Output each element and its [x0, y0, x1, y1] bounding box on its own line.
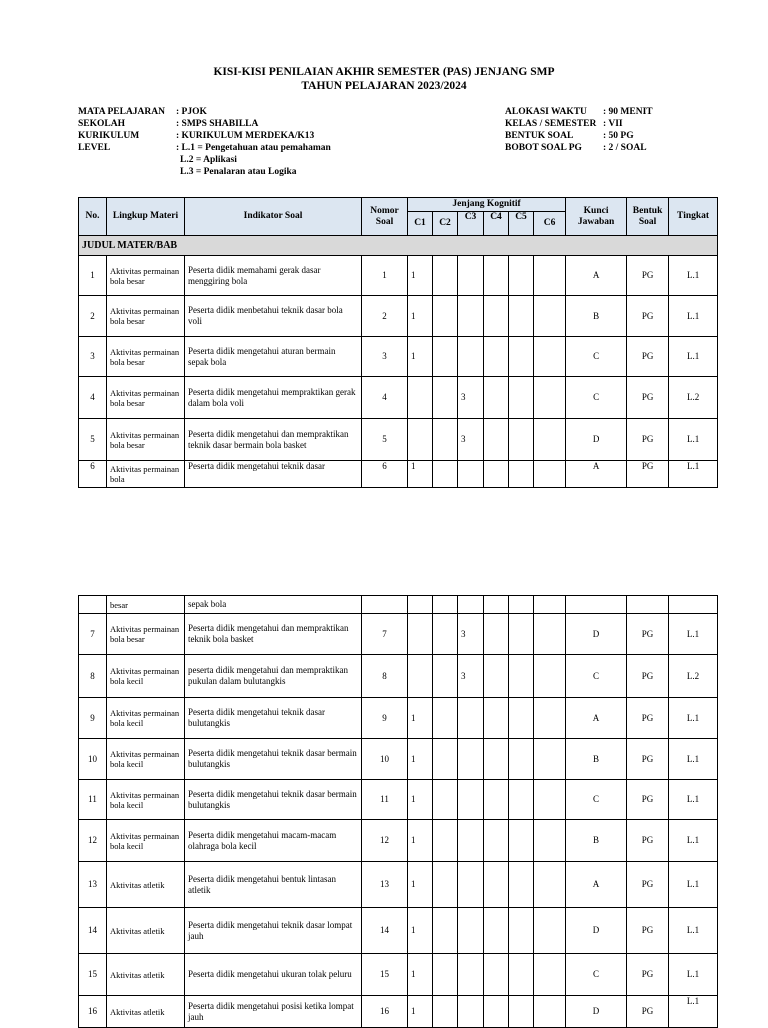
meta-value: : KURIKULUM MERDEKA/K13 [176, 131, 315, 141]
cell-bentuk [627, 596, 669, 614]
cell-lingkup: Aktivitas permainan bola besar [107, 377, 185, 419]
cell-c2 [433, 337, 458, 377]
cell-lingkup: Aktivitas permainan bola [107, 461, 185, 488]
cell-bentuk: PG [627, 337, 669, 377]
cell-no: 11 [79, 780, 107, 820]
cell-lingkup: Aktivitas permainan bola kecil [107, 780, 185, 820]
cell-tingkat: L.2 [669, 655, 718, 698]
cell-kunci: B [566, 739, 627, 780]
cell-bentuk: PG [627, 461, 669, 488]
header-jenjang-kognitif: Jenjang Kognitif [408, 198, 566, 212]
cell-indikator: peserta didik mengetahui dan mempraktikan pukulan dalam bulutangkis [185, 655, 362, 698]
cell-c6 [534, 256, 566, 296]
cell-c5 [509, 596, 534, 614]
cell-c3 [458, 461, 484, 488]
cell-c5 [509, 820, 534, 862]
cell-c4 [484, 996, 509, 1028]
meta-label: MATA PELAJARAN [78, 107, 165, 117]
level-l2: L.2 = Aplikasi [180, 155, 237, 165]
cell-bentuk: PG [627, 256, 669, 296]
cell-c3 [458, 862, 484, 908]
cell-c5 [509, 296, 534, 337]
cell-tingkat: L.1 [669, 256, 718, 296]
cell-c6 [534, 655, 566, 698]
kisi-kisi-table-page1 [78, 197, 718, 488]
meta-value: : 50 PG [603, 131, 634, 141]
cell-lingkup: Aktivitas permainan bola kecil [107, 739, 185, 780]
cell-no: 8 [79, 655, 107, 698]
cell-c6 [534, 954, 566, 996]
table-row [79, 698, 718, 739]
cell-nomor: 13 [362, 862, 408, 908]
cell-tingkat: L.1 [669, 996, 718, 1028]
cell-lingkup: Aktivitas permainan bola besar [107, 256, 185, 296]
cell-c5 [509, 419, 534, 461]
cell-c6 [534, 296, 566, 337]
cell-c4 [484, 419, 509, 461]
cell-kunci: D [566, 614, 627, 655]
meta-kelas-semester [505, 118, 623, 130]
cell-no: 14 [79, 908, 107, 954]
header-c1: C1 [408, 212, 433, 236]
cell-c3: 3 [458, 614, 484, 655]
cell-c4 [484, 377, 509, 419]
cell-lingkup: Aktivitas permainan bola besar [107, 614, 185, 655]
cell-indikator: Peserta didik menbetahui teknik dasar bola voli [185, 296, 362, 337]
cell-indikator: Peserta didik mengetahui posisi ketika lompat jauh [185, 996, 362, 1028]
cell-kunci: B [566, 296, 627, 337]
cell-c1 [408, 377, 433, 419]
cell-c2 [433, 614, 458, 655]
cell-indikator: Peserta didik memahami gerak dasar menggiring bola [185, 256, 362, 296]
cell-c4 [484, 596, 509, 614]
cell-no: 4 [79, 377, 107, 419]
cell-c5 [509, 739, 534, 780]
cell-c1: 1 [408, 908, 433, 954]
cell-nomor: 8 [362, 655, 408, 698]
cell-c4 [484, 698, 509, 739]
cell-no: 3 [79, 337, 107, 377]
cell-c2 [433, 780, 458, 820]
cell-indikator: Peserta didik mengetahui teknik dasar [185, 461, 362, 488]
cell-tingkat: L.1 [669, 780, 718, 820]
cell-c2 [433, 820, 458, 862]
cell-c3 [458, 256, 484, 296]
meta-label: KURIKULUM [78, 131, 140, 141]
meta-bentuk-soal [505, 130, 634, 142]
cell-c4 [484, 655, 509, 698]
meta-mata-pelajaran [78, 106, 207, 118]
cell-nomor: 9 [362, 698, 408, 739]
table-row [79, 820, 718, 862]
cell-c1 [408, 655, 433, 698]
cell-c5 [509, 377, 534, 419]
cell-c4 [484, 296, 509, 337]
cell-no: 13 [79, 862, 107, 908]
header-c3: C3 [458, 212, 484, 236]
cell-c3 [458, 296, 484, 337]
meta-label: BOBOT SOAL PG [505, 143, 582, 153]
cell-c3 [458, 337, 484, 377]
header-no: No. [79, 198, 107, 236]
cell-c2 [433, 377, 458, 419]
cell-c4 [484, 820, 509, 862]
cell-c2 [433, 908, 458, 954]
cell-c2 [433, 296, 458, 337]
cell-kunci: D [566, 908, 627, 954]
meta-sekolah [78, 118, 258, 130]
cell-indikator: Peserta didik mengetahui dan mempraktikan teknik dasar bermain bola basket [185, 419, 362, 461]
cell-c3 [458, 820, 484, 862]
cell-c1: 1 [408, 862, 433, 908]
table-row [79, 996, 718, 1028]
cell-nomor: 14 [362, 908, 408, 954]
cell-c3 [458, 996, 484, 1028]
cell-c1: 1 [408, 820, 433, 862]
cell-lingkup: Aktivitas permainan bola besar [107, 419, 185, 461]
cell-tingkat: L.1 [669, 862, 718, 908]
cell-c2 [433, 954, 458, 996]
cell-nomor: 15 [362, 954, 408, 996]
cell-c4 [484, 954, 509, 996]
cell-nomor: 4 [362, 377, 408, 419]
cell-indikator: Peserta didik mengetahui dan mempraktikan teknik bola basket [185, 614, 362, 655]
cell-c4 [484, 256, 509, 296]
cell-c1: 1 [408, 698, 433, 739]
table-row [79, 739, 718, 780]
meta-value: : SMPS SHABILLA [176, 119, 259, 129]
cell-c5 [509, 256, 534, 296]
cell-tingkat: L.2 [669, 377, 718, 419]
cell-kunci: A [566, 862, 627, 908]
cell-tingkat: L.1 [669, 337, 718, 377]
cell-kunci: D [566, 419, 627, 461]
cell-kunci [566, 596, 627, 614]
cell-c4 [484, 461, 509, 488]
table-row [79, 419, 718, 461]
level-l3: L.3 = Penalaran atau Logika [180, 167, 297, 177]
header-lingkup-materi: Lingkup Materi [107, 198, 185, 236]
cell-no: 12 [79, 820, 107, 862]
cell-bentuk: PG [627, 296, 669, 337]
cell-c4 [484, 780, 509, 820]
cell-indikator: Peserta didik mengetahui teknik dasar bermain bulutangkis [185, 739, 362, 780]
cell-no: 10 [79, 739, 107, 780]
cell-nomor: 3 [362, 337, 408, 377]
meta-alokasi-waktu [505, 106, 653, 118]
cell-bentuk: PG [627, 908, 669, 954]
cell-c3 [458, 908, 484, 954]
cell-bentuk: PG [627, 614, 669, 655]
cell-c4 [484, 739, 509, 780]
cell-c5 [509, 780, 534, 820]
cell-lingkup: besar [107, 596, 185, 614]
header-c5: C5 [509, 212, 534, 236]
cell-tingkat: L.1 [669, 954, 718, 996]
cell-c3 [458, 780, 484, 820]
cell-tingkat: L.1 [669, 698, 718, 739]
cell-c6 [534, 614, 566, 655]
cell-bentuk: PG [627, 780, 669, 820]
cell-bentuk: PG [627, 862, 669, 908]
cell-c6 [534, 698, 566, 739]
table-row [79, 296, 718, 337]
cell-c1: 1 [408, 954, 433, 996]
cell-kunci: C [566, 655, 627, 698]
cell-nomor: 10 [362, 739, 408, 780]
table-row [79, 780, 718, 820]
cell-c1 [408, 596, 433, 614]
header-kunci-jawaban: Kunci Jawaban [566, 198, 627, 236]
cell-c6 [534, 419, 566, 461]
cell-lingkup: Aktivitas atletik [107, 996, 185, 1028]
cell-c5 [509, 908, 534, 954]
cell-lingkup: Aktivitas permainan bola kecil [107, 820, 185, 862]
cell-c5 [509, 698, 534, 739]
cell-c6 [534, 780, 566, 820]
meta-label: SEKOLAH [78, 119, 125, 129]
cell-c5 [509, 655, 534, 698]
cell-c1: 1 [408, 296, 433, 337]
cell-c5 [509, 954, 534, 996]
cell-c3 [458, 698, 484, 739]
table-row [79, 908, 718, 954]
table-row [79, 256, 718, 296]
cell-lingkup: Aktivitas atletik [107, 908, 185, 954]
cell-no: 1 [79, 256, 107, 296]
cell-bentuk: PG [627, 377, 669, 419]
cell-no: 6 [79, 461, 107, 488]
cell-tingkat: L.1 [669, 908, 718, 954]
cell-c6 [534, 996, 566, 1028]
cell-indikator: Peserta didik mengetahui teknik dasar bulutangkis [185, 698, 362, 739]
cell-bentuk: PG [627, 698, 669, 739]
cell-bentuk: PG [627, 655, 669, 698]
cell-c2 [433, 655, 458, 698]
cell-no: 15 [79, 954, 107, 996]
header-nomor-soal: Nomor Soal [362, 198, 408, 236]
cell-nomor: 5 [362, 419, 408, 461]
cell-c2 [433, 461, 458, 488]
meta-value: : 90 MENIT [603, 107, 653, 117]
cell-no: 9 [79, 698, 107, 739]
cell-lingkup: Aktivitas permainan bola kecil [107, 698, 185, 739]
cell-c4 [484, 908, 509, 954]
cell-c5 [509, 461, 534, 488]
cell-c2 [433, 256, 458, 296]
cell-c4 [484, 337, 509, 377]
cell-c6 [534, 739, 566, 780]
cell-tingkat: L.1 [669, 296, 718, 337]
cell-bentuk: PG [627, 820, 669, 862]
header-indikator-soal: Indikator Soal [185, 198, 362, 236]
kisi-kisi-table-page2 [78, 595, 718, 1028]
cell-c2 [433, 596, 458, 614]
cell-c2 [433, 996, 458, 1028]
cell-bentuk: PG [627, 954, 669, 996]
chapter-title: JUDUL MATER/BAB [79, 236, 718, 256]
cell-c6 [534, 337, 566, 377]
cell-c1 [408, 419, 433, 461]
table-row [79, 614, 718, 655]
cell-bentuk: PG [627, 419, 669, 461]
cell-c6 [534, 377, 566, 419]
cell-tingkat: L.1 [669, 739, 718, 780]
cell-kunci: D [566, 996, 627, 1028]
table-row [79, 655, 718, 698]
meta-value: : PJOK [176, 107, 207, 117]
meta-label: LEVEL [78, 143, 111, 153]
table-row [79, 337, 718, 377]
table-row [79, 954, 718, 996]
cell-lingkup: Aktivitas permainan bola besar [107, 337, 185, 377]
cell-tingkat: L.1 [669, 614, 718, 655]
cell-no: 2 [79, 296, 107, 337]
cell-lingkup: Aktivitas permainan bola kecil [107, 655, 185, 698]
cell-c3: 3 [458, 419, 484, 461]
cell-nomor: 2 [362, 296, 408, 337]
cell-kunci: A [566, 256, 627, 296]
cell-c3 [458, 954, 484, 996]
cell-indikator: Peserta didik mengetahui teknik dasar lompat jauh [185, 908, 362, 954]
cell-c3 [458, 596, 484, 614]
meta-level [78, 142, 331, 154]
cell-no: 7 [79, 614, 107, 655]
document-title: KISI-KISI PENILAIAN AKHIR SEMESTER (PAS) JENJANG SMP [213, 66, 555, 78]
cell-c4 [484, 862, 509, 908]
header-c4: C4 [484, 212, 509, 236]
cell-indikator: Peserta didik mengetahui macam-macam olahraga bola kecil [185, 820, 362, 862]
cell-c6 [534, 596, 566, 614]
cell-c2 [433, 862, 458, 908]
meta-kurikulum [78, 130, 314, 142]
table-row [79, 461, 718, 488]
cell-c5 [509, 862, 534, 908]
cell-kunci: A [566, 461, 627, 488]
cell-kunci: C [566, 337, 627, 377]
meta-bobot-soal [505, 142, 647, 154]
cell-c6 [534, 461, 566, 488]
cell-no: 16 [79, 996, 107, 1028]
meta-value: : 2 / SOAL [603, 143, 647, 153]
cell-kunci: C [566, 377, 627, 419]
meta-label: ALOKASI WAKTU [505, 107, 587, 117]
meta-value: : L.1 = Pengetahuan atau pemahaman [176, 143, 331, 153]
cell-nomor: 6 [362, 461, 408, 488]
cell-c3 [458, 739, 484, 780]
cell-c2 [433, 419, 458, 461]
meta-label: KELAS / SEMESTER [505, 119, 597, 129]
cell-c1: 1 [408, 780, 433, 820]
cell-c1: 1 [408, 337, 433, 377]
cell-lingkup: Aktivitas atletik [107, 862, 185, 908]
cell-c2 [433, 739, 458, 780]
document-subtitle: TAHUN PELAJARAN 2023/2024 [301, 80, 467, 92]
cell-lingkup: Aktivitas atletik [107, 954, 185, 996]
cell-kunci: C [566, 954, 627, 996]
cell-tingkat: L.1 [669, 820, 718, 862]
cell-kunci: C [566, 780, 627, 820]
cell-c1: 1 [408, 996, 433, 1028]
cell-indikator: Peserta didik mengetahui mempraktikan gerak dalam bola voli [185, 377, 362, 419]
cell-lingkup: Aktivitas permainan bola besar [107, 296, 185, 337]
cell-nomor: 12 [362, 820, 408, 862]
table-row [79, 862, 718, 908]
cell-c4 [484, 614, 509, 655]
header-c2: C2 [433, 212, 458, 236]
cell-c2 [433, 698, 458, 739]
cell-nomor [362, 596, 408, 614]
cell-nomor: 16 [362, 996, 408, 1028]
cell-c3: 3 [458, 377, 484, 419]
cell-c5 [509, 614, 534, 655]
cell-tingkat [669, 596, 718, 614]
cell-bentuk: PG [627, 996, 669, 1028]
cell-indikator: Peserta didik mengetahui bentuk lintasan atletik [185, 862, 362, 908]
cell-indikator: Peserta didik mengetahui ukuran tolak peluru [185, 954, 362, 996]
cell-no [79, 596, 107, 614]
cell-kunci: B [566, 820, 627, 862]
cell-nomor: 11 [362, 780, 408, 820]
cell-kunci: A [566, 698, 627, 739]
cell-c3: 3 [458, 655, 484, 698]
meta-value: : VII [603, 119, 623, 129]
cell-no: 5 [79, 419, 107, 461]
cell-c6 [534, 908, 566, 954]
header-tingkat: Tingkat [669, 198, 718, 236]
cell-c6 [534, 820, 566, 862]
cell-tingkat: L.1 [669, 461, 718, 488]
cell-c1: 1 [408, 256, 433, 296]
table-row-continuation [79, 596, 718, 614]
header-c6: C6 [534, 212, 566, 236]
cell-c5 [509, 337, 534, 377]
cell-indikator: Peserta didik mengetahui teknik dasar bermain bulutangkis [185, 780, 362, 820]
cell-indikator: sepak bola [185, 596, 362, 614]
table-row [79, 377, 718, 419]
cell-indikator: Peserta didik mengetahui aturan bermain sepak bola [185, 337, 362, 377]
cell-bentuk: PG [627, 739, 669, 780]
cell-c1: 1 [408, 461, 433, 488]
cell-c1 [408, 614, 433, 655]
cell-nomor: 1 [362, 256, 408, 296]
meta-label: BENTUK SOAL [505, 131, 574, 141]
cell-nomor: 7 [362, 614, 408, 655]
cell-c6 [534, 862, 566, 908]
header-bentuk-soal: Bentuk Soal [627, 198, 669, 236]
cell-tingkat: L.1 [669, 419, 718, 461]
cell-c5 [509, 996, 534, 1028]
cell-c1: 1 [408, 739, 433, 780]
